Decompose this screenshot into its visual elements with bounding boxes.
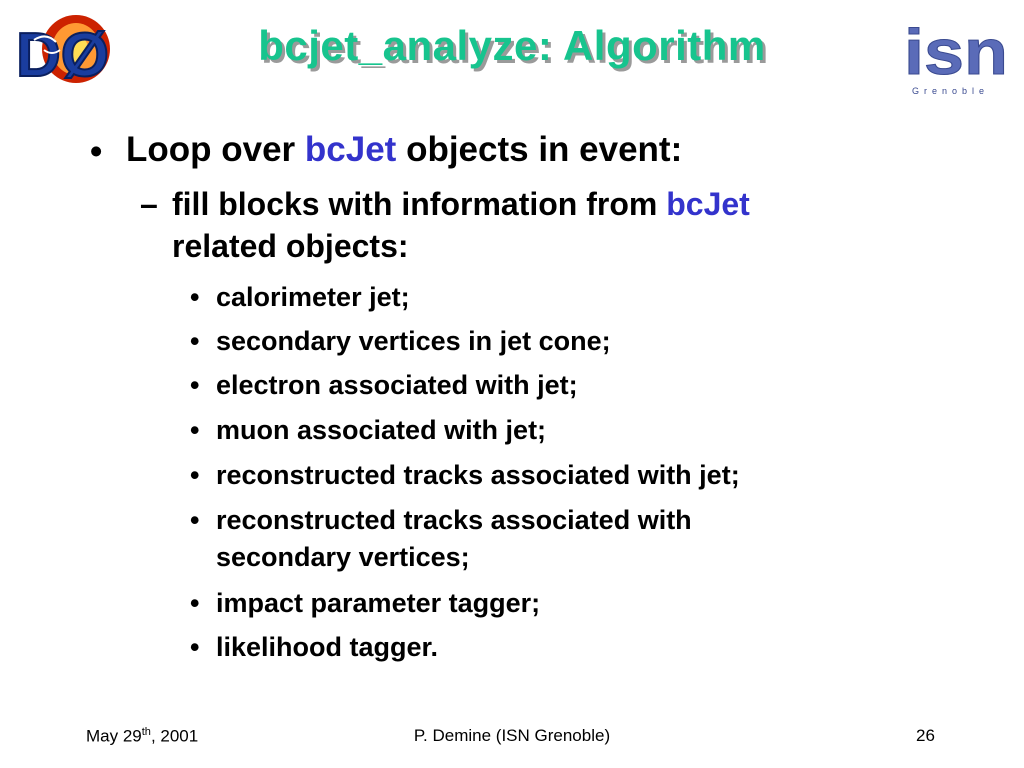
list-item: reconstructed tracks associated with — [216, 505, 692, 535]
footer-date-sup: th — [141, 726, 151, 738]
list-item: calorimeter jet; — [216, 282, 410, 312]
bullet-1-highlight: bcJet — [304, 130, 397, 169]
list-item: muon associated with jet; — [216, 415, 547, 445]
list-item: secondary vertices in jet cone; — [216, 326, 611, 356]
page-number: 26 — [916, 726, 935, 745]
bullet-1-text-after: objects in event: — [396, 130, 683, 169]
list-item: likelihood tagger. — [216, 632, 439, 662]
footer-date-prefix: May 29 — [86, 726, 142, 746]
footer-author: P. Demine (ISN Grenoble) — [413, 726, 611, 745]
item-bullet: • — [190, 326, 200, 356]
item-bullet: • — [190, 588, 200, 618]
list-item-continuation: secondary vertices; — [216, 542, 470, 572]
slide-title: bcjet_analyze: Algorithm — [258, 22, 766, 69]
item-bullet: • — [190, 632, 200, 662]
sub-bullet-1-highlight: bcJet — [666, 186, 750, 222]
footer-date-suffix: , 2001 — [150, 726, 199, 746]
list-item: impact parameter tagger; — [216, 588, 541, 618]
list-item: reconstructed tracks associated with jet; — [216, 460, 740, 490]
sub-bullet-1-text: fill blocks with information from — [172, 186, 667, 222]
sub-bullet-1-line1 — [172, 186, 750, 223]
item-bullet: • — [190, 460, 200, 490]
list-item: electron associated with jet; — [216, 370, 578, 400]
bullet-1-text-before: Loop over — [126, 130, 305, 169]
bullet-1 — [126, 130, 682, 170]
isn-logo-subtitle: Grenoble — [912, 86, 990, 96]
bullet-dot: • — [90, 132, 103, 171]
item-bullet: • — [190, 505, 200, 535]
d0-logo-text: DØ — [16, 21, 109, 86]
sub-bullet-dash: – — [140, 186, 158, 222]
sub-bullet-1-line2: related objects: — [172, 228, 409, 264]
item-bullet: • — [190, 370, 200, 400]
item-bullet: • — [190, 282, 200, 312]
item-bullet: • — [190, 415, 200, 445]
isn-logo-text: isn — [904, 16, 1008, 88]
